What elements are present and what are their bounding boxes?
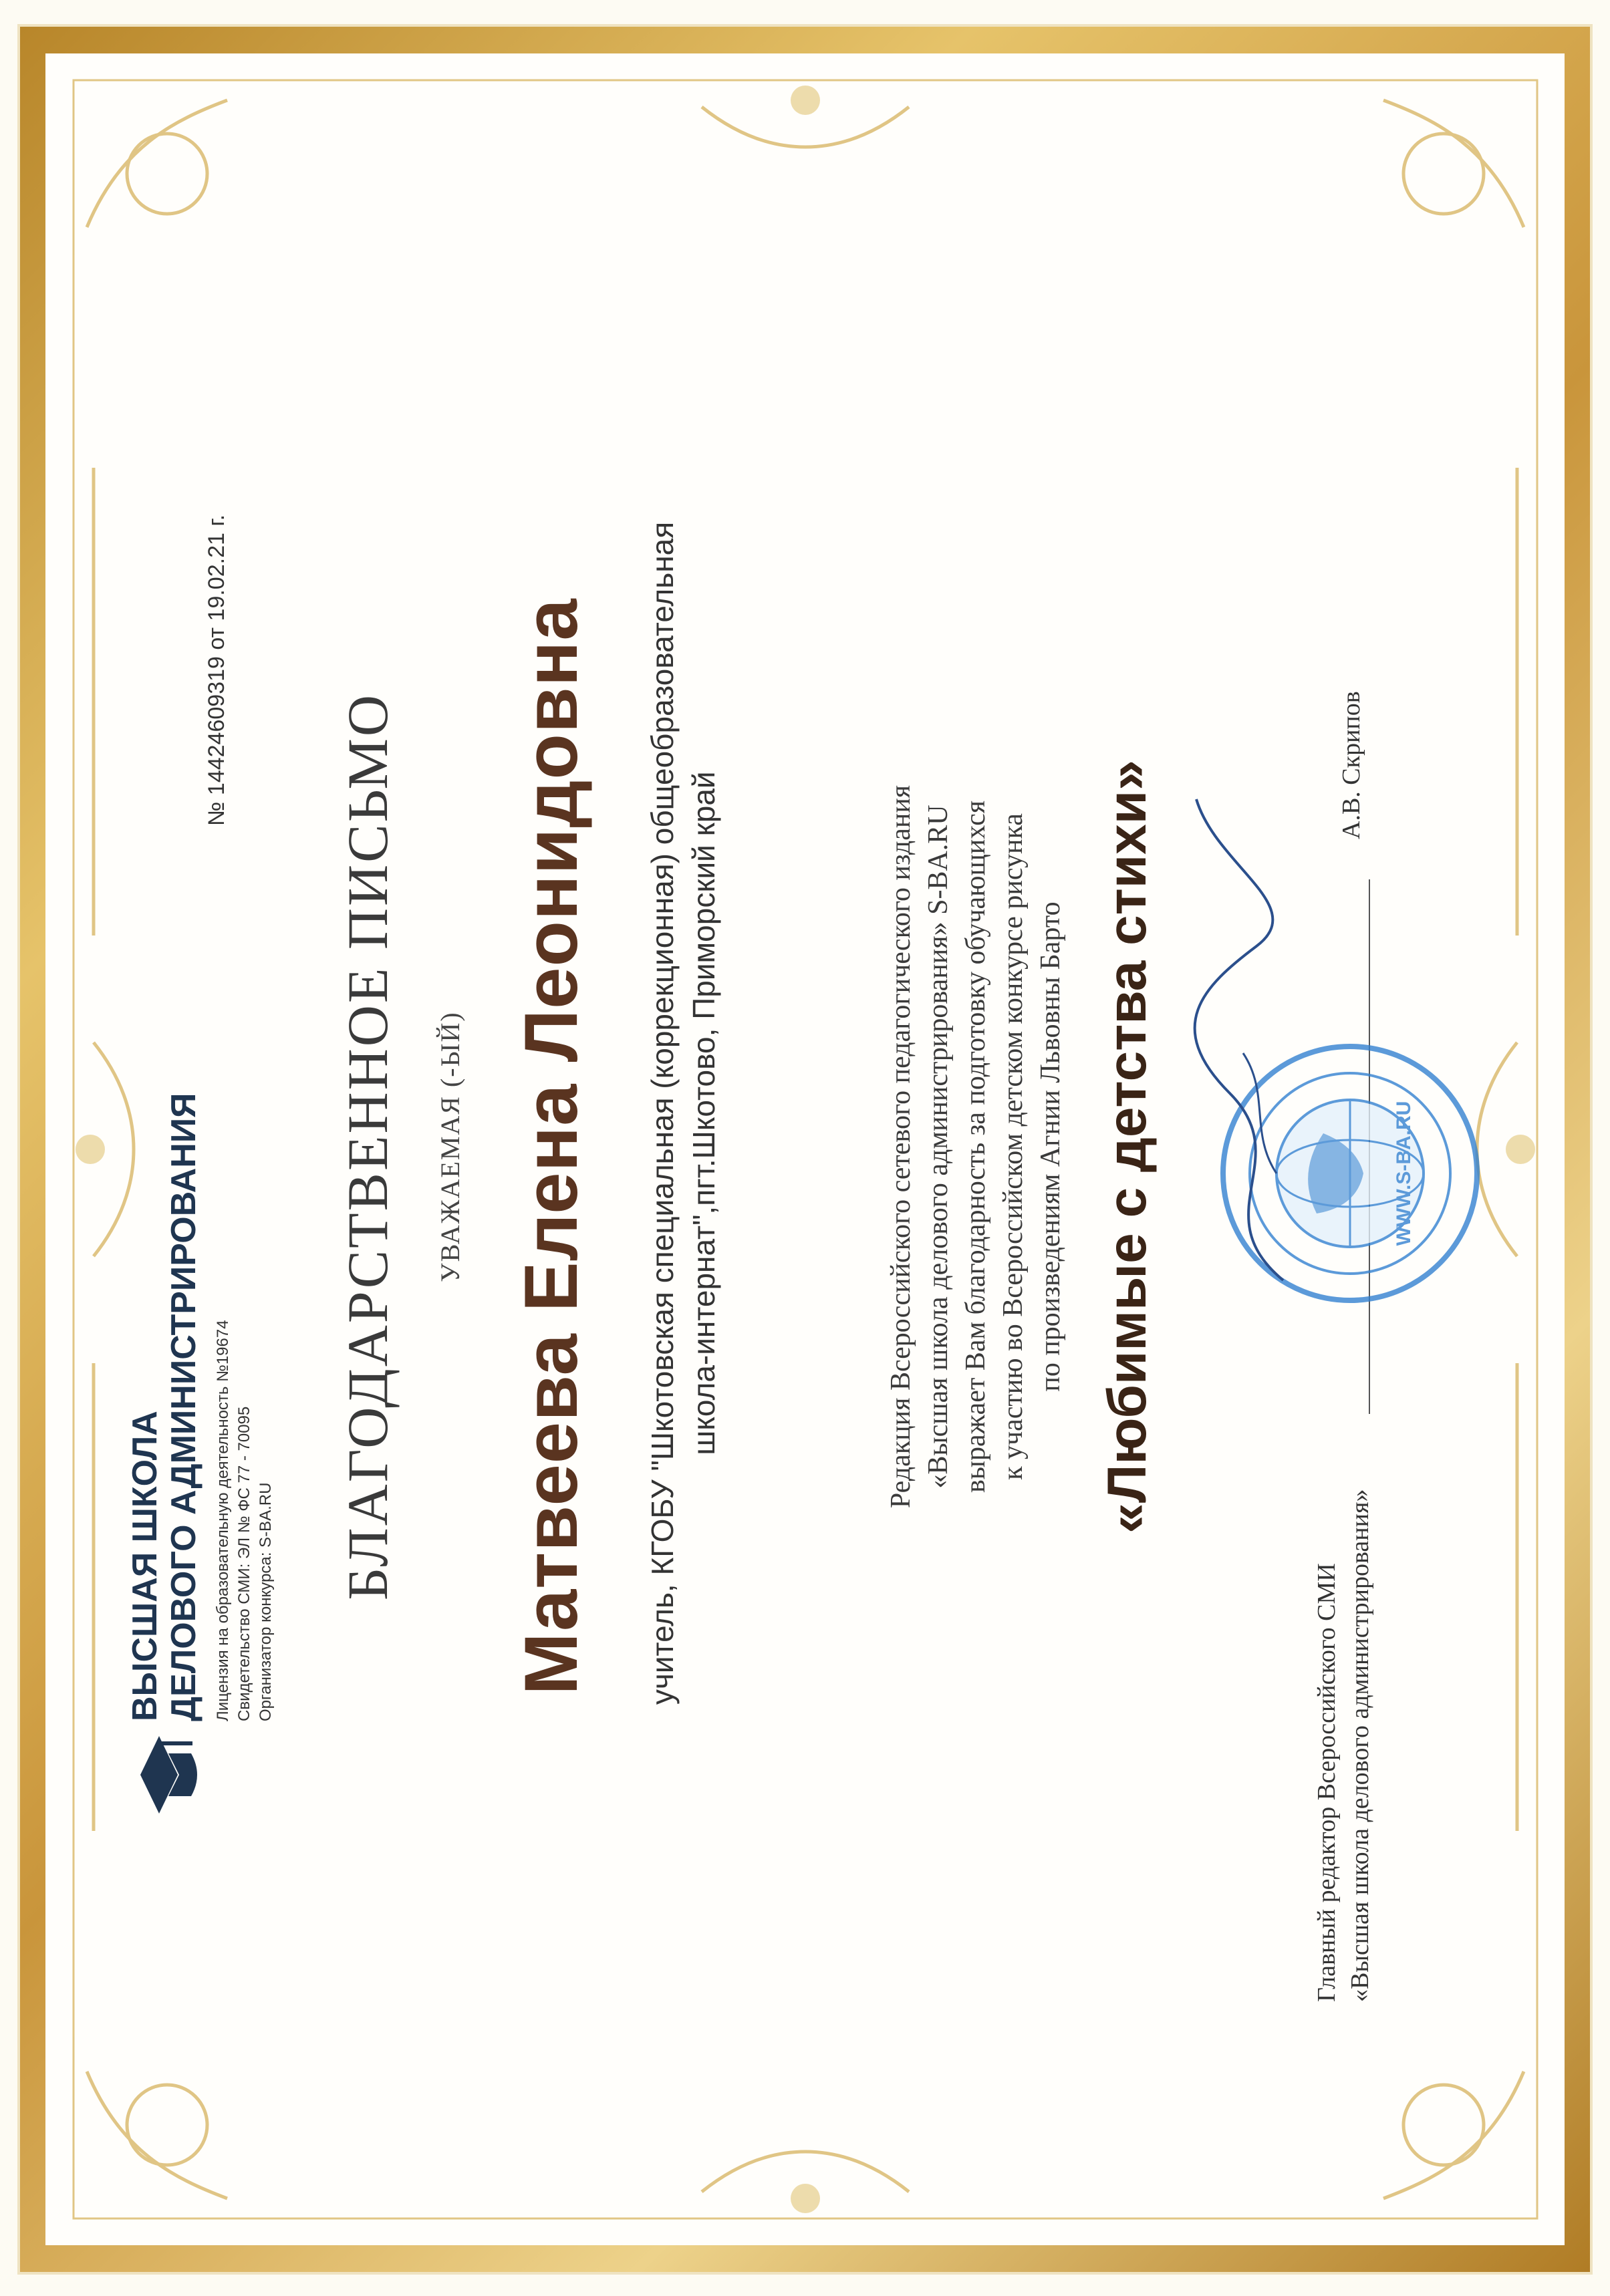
editor-title-line2: «Высшая школа делового администрирования» — [1346, 1489, 1374, 2002]
document-number: № 14424609319 от 19.02.21 г. — [204, 514, 229, 826]
media-certificate-text: Свидетельство СМИ: ЭЛ № ФС 77 - 70095 — [235, 1406, 253, 1721]
stamp-text: WWW.S-BA.RU — [1393, 1101, 1415, 1246]
body-line1: Редакция Всероссийского сетевого педагогического издания — [886, 784, 916, 1509]
editor-title — [1310, 732, 1377, 2002]
editor-name: А.В. Скрипов — [1337, 691, 1365, 839]
organization-name-line1: ВЫСШАЯ ШКОЛА — [126, 1411, 164, 1721]
editor-signature — [1176, 786, 1310, 1294]
organization-logo — [120, 946, 294, 1815]
editor-title-line1: Главный редактор Всероссийского СМИ — [1313, 1563, 1341, 2002]
body-line3: выражает Вам благодарность за подготовку обучающихся — [960, 800, 991, 1493]
organization-details — [213, 919, 277, 1721]
recipient-position — [642, 345, 724, 1882]
body-line5: по произведениям Агнии Львовны Барто — [1035, 901, 1066, 1392]
organization-name-line2: ДЕЛОВОГО АДМИНИСТРИРОВАНИЯ — [164, 1093, 203, 1721]
license-text: Лицензия на образовательную деятельность №19674 — [214, 1320, 232, 1721]
body-line2: «Высшая школа делового администрирования» S-BA.RU — [923, 805, 954, 1489]
gratitude-text — [882, 478, 1069, 1815]
graduation-cap-icon — [134, 1735, 207, 1815]
position-line1: учитель, КГОБУ "Шкотовская специальная (коррекционная) общеобразовательная — [645, 521, 680, 1705]
recipient-name: Матвеева Елена Леонидовна — [509, 598, 593, 1695]
salutation: УВАЖАЕМАЯ (-ЫЙ) — [435, 1011, 465, 1282]
body-line4: к участию во Всероссийском детском конкурсе рисунка — [998, 813, 1029, 1480]
organizer-text: Организатор конкурса: S-BA.RU — [257, 1482, 275, 1721]
organization-name — [126, 986, 203, 1721]
contest-name: «Любимые с детства стихи» — [1097, 760, 1158, 1534]
document-title: БЛАГОДАРСТВЕННОЕ ПИСЬМО — [336, 693, 400, 1600]
position-line2: школа-интернат",пгт.Шкотово, Приморский край — [686, 771, 721, 1455]
